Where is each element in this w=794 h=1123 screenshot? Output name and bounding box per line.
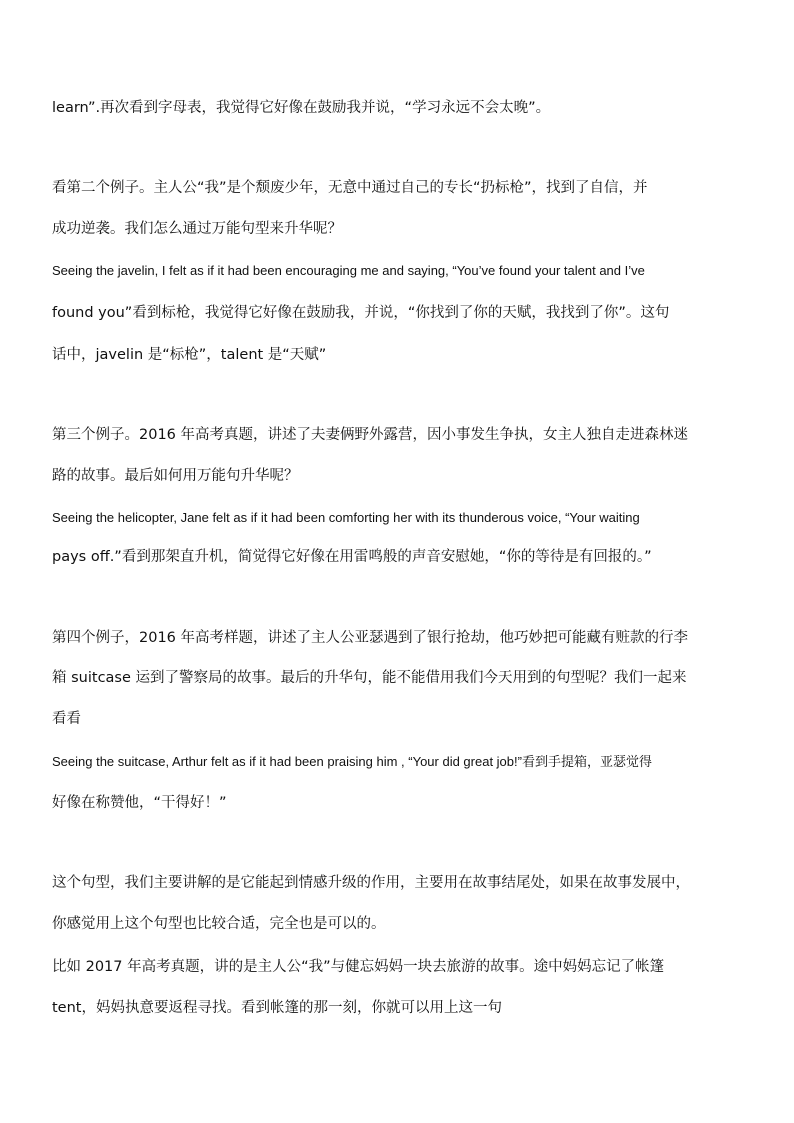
paragraph-line: 第三个例子。2016 年高考真题，讲述了夫妻俩野外露营，因小事发生争执，女主人独自走进森林迷 bbox=[52, 427, 689, 443]
paragraph-line: found you”看到标枪，我觉得它好像在鼓励我，并说，“你找到了你的天赋，我找到了你”。这句 bbox=[52, 305, 670, 321]
paragraph-line: 看看 bbox=[52, 711, 81, 727]
paragraph-line: Seeing the javelin, I felt as if it had been encouraging me and saying, “You’ve found your talent and I’ve bbox=[52, 263, 645, 278]
paragraph-line: 这个句型，我们主要讲解的是它能起到情感升级的作用，主要用在故事结尾处，如果在故事发展中， bbox=[52, 875, 690, 891]
paragraph-line: 好像在称赞他，“干得好！” bbox=[52, 795, 227, 811]
paragraph-line: 路的故事。最后如何用万能句升华呢？ bbox=[52, 468, 299, 484]
paragraph-line: 成功逆袭。我们怎么通过万能句型来升华呢？ bbox=[52, 221, 342, 237]
paragraph-line: Seeing the suitcase, Arthur felt as if it had been praising him , “Your did great job!”看到手提箱，亚瑟觉得 bbox=[52, 754, 652, 769]
paragraph-line: 箱 suitcase 运到了警察局的故事。最后的升华句，能不能借用我们今天用到的句型呢？我们一起来 bbox=[52, 670, 687, 686]
paragraph-line: 话中，javelin 是“标枪”，talent 是“天赋” bbox=[52, 347, 327, 363]
paragraph-line: Seeing the helicopter, Jane felt as if it had been comforting her with its thunderous voice, “Your waiting bbox=[52, 510, 640, 525]
paragraph-line: 看第二个例子。主人公“我”是个颓废少年，无意中通过自己的专长“扔标枪”，找到了自信，并 bbox=[52, 180, 648, 196]
paragraph-line: tent，妈妈执意要返程寻找。看到帐篷的那一刻，你就可以用上这一句 bbox=[52, 1000, 502, 1016]
paragraph-line: 比如 2017 年高考真题，讲的是主人公“我”与健忘妈妈一块去旅游的故事。途中妈妈忘记了帐篷 bbox=[52, 959, 665, 975]
paragraph-line: pays off.”看到那架直升机，简觉得它好像在用雷鸣般的声音安慰她，“你的等待是有回报的。” bbox=[52, 549, 652, 565]
paragraph-line: learn”.再次看到字母表，我觉得它好像在鼓励我并说，“学习永远不会太晚”。 bbox=[52, 100, 551, 116]
paragraph-line: 第四个例子，2016 年高考样题，讲述了主人公亚瑟遇到了银行抢劫，他巧妙把可能藏有赃款的行李 bbox=[52, 630, 689, 646]
paragraph-line: 你感觉用上这个句型也比较合适，完全也是可以的。 bbox=[52, 916, 386, 932]
